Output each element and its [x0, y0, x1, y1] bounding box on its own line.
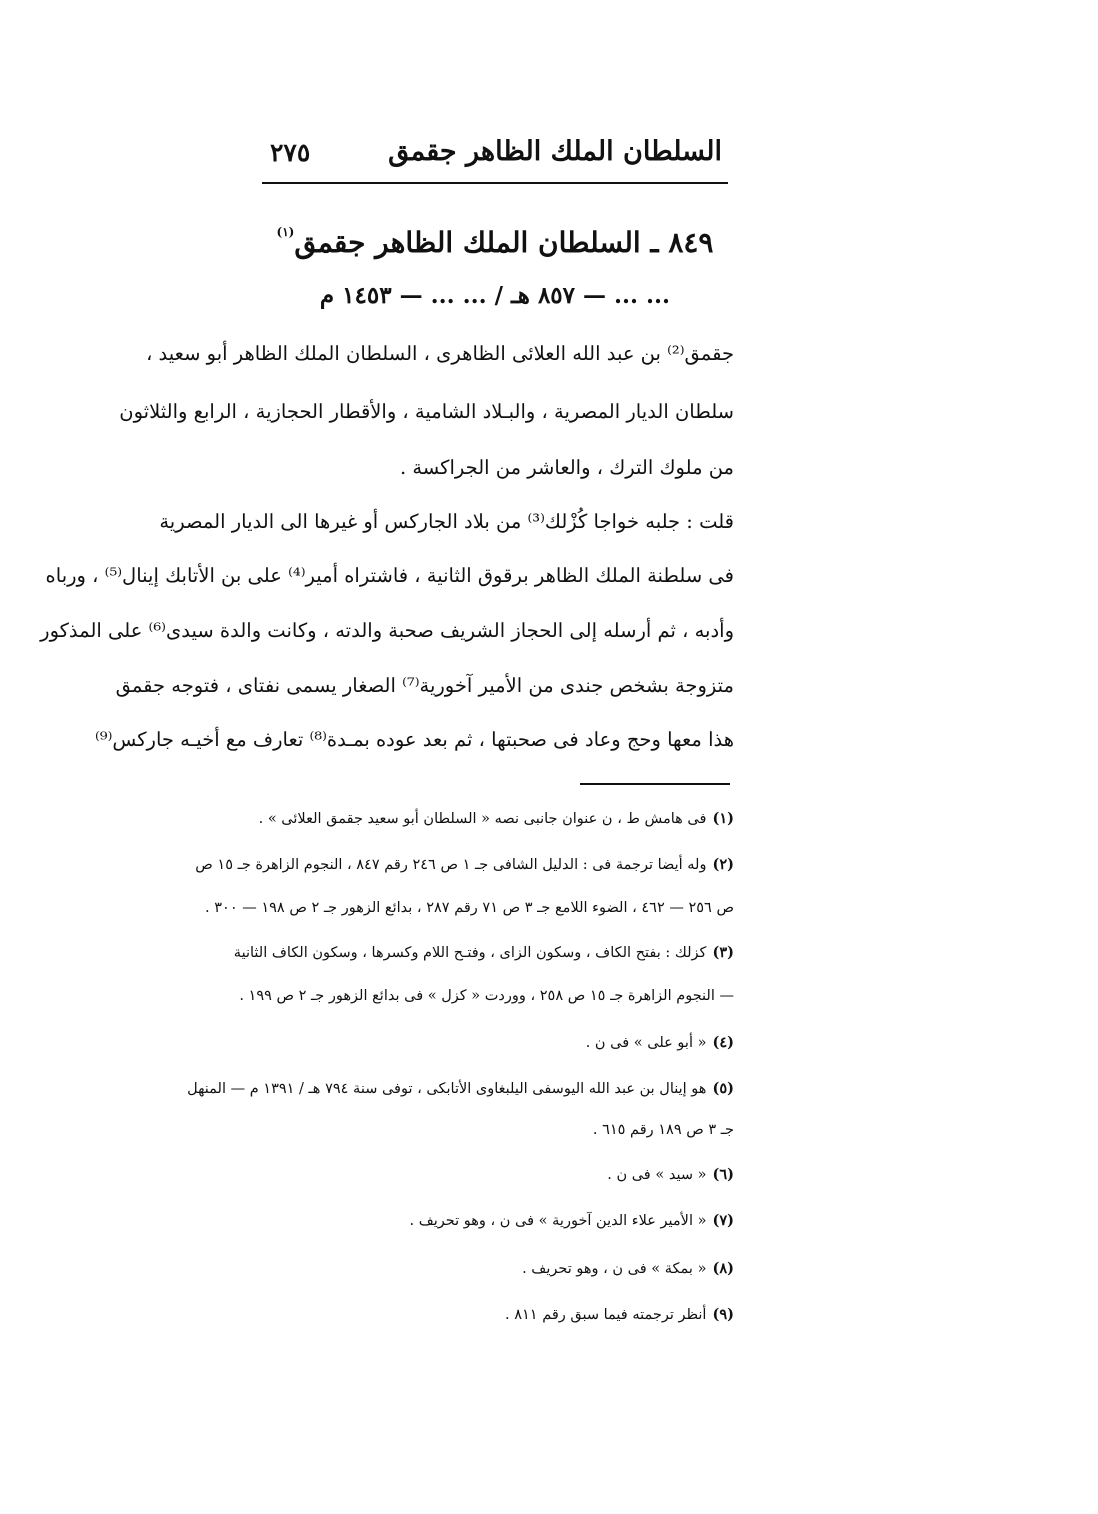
entry-number: ٨٤٩ ـ [650, 226, 714, 259]
footnote-text: « سيد » فى ن . [607, 1167, 707, 1183]
entry-name-note: (١) [276, 224, 295, 239]
footnote-continuation [205, 900, 734, 916]
footnote-number: (٥) [712, 1080, 734, 1097]
footnote [264, 1212, 734, 1229]
footnote-number: (١) [712, 810, 734, 827]
body-line: هذا معها وحج وعاد فى صحبتها ، ثم بعد عوده بمـدة⁽⁸⁾ تعارف مع أخيـه جاركس⁽⁹⁾ [94, 728, 734, 751]
footnote [264, 1034, 734, 1051]
footnote-text: ص ٢٥٦ — ٤٦٢ ، الضوء اللامع جـ ٣ ص ٧١ رقم ٢٨٧ ، بدائع الزهور جـ ٢ ص ١٩٨ — ٣٠٠ . [205, 900, 734, 916]
footnote-text: أنظر ترجمته فيما سبق رقم ٨١١ . [505, 1307, 707, 1323]
footnote-number: (٣) [712, 944, 734, 961]
footnote-number: (٨) [712, 1260, 734, 1277]
footnote-text: فى هامش ط ، ن عنوان جانبى نصه « السلطان أبو سعيد جقمق العلائى » . [258, 811, 707, 827]
footnote-number: (٧) [712, 1212, 734, 1229]
footnote-rule [580, 783, 730, 785]
body-line: فى سلطنة الملك الظاهر برقوق الثانية ، فاشتراه أمير⁽⁴⁾ على بن الأتابك إينال⁽⁵⁾ ، ورباه [45, 564, 734, 587]
header-rule [262, 182, 728, 184]
footnote-text: « بمكة » فى ن ، وهو تحريف . [522, 1261, 707, 1277]
entry-dates: ... ... — ٨٥٧ هـ / ... ... — ١٤٥٣ م [319, 282, 671, 309]
entry-heading [262, 226, 728, 259]
footnote-number: (٢) [712, 856, 734, 873]
footnote [195, 856, 734, 873]
footnote-number: (٩) [712, 1306, 734, 1323]
body-line: متزوجة بشخص جندى من الأمير آخورية⁽⁷⁾ الصغار يسمى نفتاى ، فتوجه جقمق [115, 674, 734, 697]
body-line: من ملوك الترك ، والعاشر من الجراكسة . [399, 456, 734, 479]
footnote-number: (٦) [712, 1166, 734, 1183]
footnote [187, 1080, 734, 1097]
page-number: ٢٧٥ [270, 138, 311, 167]
footnote-text: « أبو على » فى ن . [585, 1035, 707, 1051]
footnote-text: هو إينال بن عبد الله اليوسفى اليلبغاوى الأتابكى ، توفى سنة ٧٩٤ هـ / ١٣٩١ م — المنهل [187, 1081, 707, 1097]
footnote [233, 944, 734, 961]
footnote [264, 1260, 734, 1277]
footnote [264, 1166, 734, 1183]
footnote [258, 810, 734, 827]
footnote [264, 1306, 734, 1323]
footnote-continuation [264, 1122, 734, 1138]
footnote-text: كزلك : بفتح الكاف ، وسكون الزاى ، وفتـح اللام وكسرها ، وسكون الكاف الثانية [233, 945, 707, 961]
footnote-continuation [239, 988, 734, 1004]
entry-name: السلطان الملك الظاهر جقمق [294, 226, 641, 259]
body-line: جقمق⁽²⁾ بن عبد الله العلائى الظاهرى ، السلطان الملك الظاهر أبو سعيد ، [146, 342, 734, 365]
body-line: وأدبه ، ثم أرسله إلى الحجاز الشريف صحبة والدته ، وكانت والدة سيدى⁽⁶⁾ على المذكور [40, 619, 734, 642]
footnote-text: « الأمير علاء الدين آخورية » فى ن ، وهو تحريف . [409, 1213, 707, 1229]
footnote-text: — النجوم الزاهرة جـ ١٥ ص ٢٥٨ ، ووردت « كزل » فى بدائع الزهور جـ ٢ ص ١٩٩ . [239, 988, 734, 1004]
footnote-number: (٤) [712, 1034, 734, 1051]
running-title: السلطان الملك الظاهر جقمق [388, 136, 722, 167]
footnote-text: وله أيضا ترجمة فى : الدليل الشافى جـ ١ ص ٢٤٦ رقم ٨٤٧ ، النجوم الزاهرة جـ ١٥ ص [195, 857, 707, 873]
body-line: سلطان الديار المصرية ، والبـلاد الشامية ، والأقطار الحجازية ، الرابع والثلاثون [119, 400, 734, 423]
footnote-text: جـ ٣ ص ١٨٩ رقم ٦١٥ . [592, 1122, 734, 1138]
running-header [262, 136, 722, 180]
body-line: قلت : جلبه خواجا كُزْلك⁽³⁾ من بلاد الجاركس أو غيرها الى الديار المصرية [159, 510, 734, 533]
